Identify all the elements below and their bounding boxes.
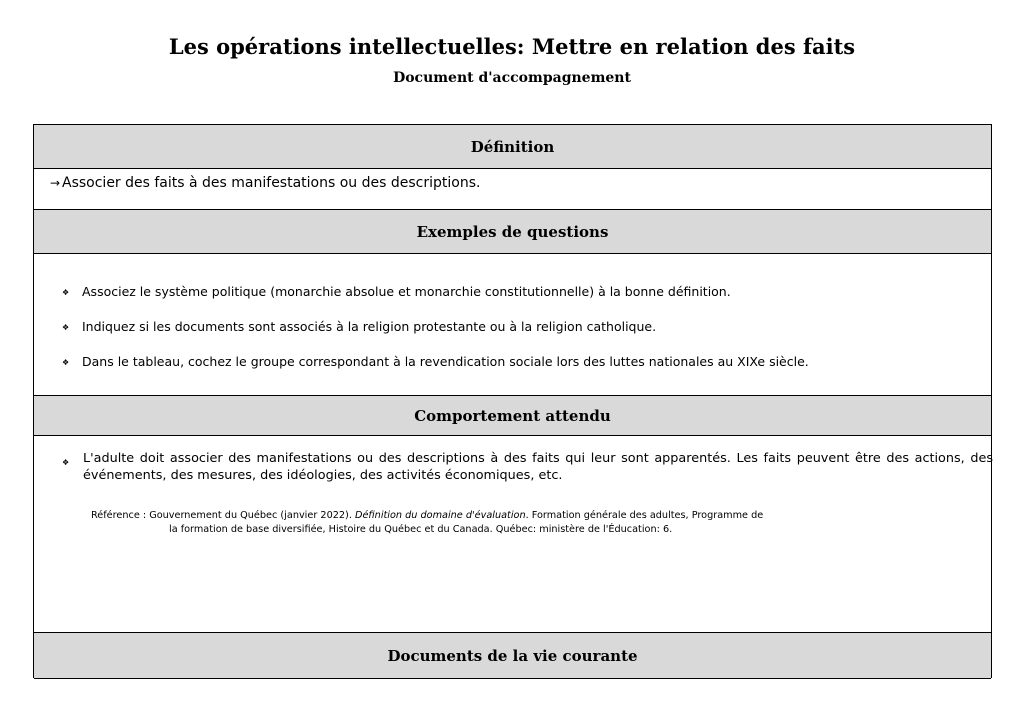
example-text: Indiquez si les documents sont associés à la religion protestante ou à la religion catholique. bbox=[82, 319, 657, 334]
reference-title: Définition du domaine d'évaluation bbox=[355, 510, 526, 521]
definition-text: Associer des faits à des manifestations ou des descriptions. bbox=[62, 175, 481, 191]
section-heading-documents: Documents de la vie courante bbox=[34, 632, 991, 679]
reference-line-2: la formation de base diversifiée, Histoire du Québec et du Canada. Québec: ministère de l'Éducation: 6. bbox=[169, 524, 673, 535]
section-heading-expected: Comportement attendu bbox=[34, 395, 991, 436]
reference-suffix: . Formation générale des adultes, Programme de bbox=[525, 510, 764, 521]
expected-text: L'adulte doit associer des manifestations ou des descriptions à des faits qui leur sont apparentés. Les faits peuvent être des actions, des événements, des mesures, des idéologies, des activités économiques, etc. bbox=[83, 451, 993, 483]
definition-row bbox=[50, 175, 481, 191]
document-table bbox=[33, 124, 992, 678]
reference-prefix: Référence : Gouvernement du Québec (janvier 2022). bbox=[91, 510, 355, 521]
arrow-icon: → bbox=[50, 176, 61, 190]
list-item bbox=[62, 319, 657, 334]
list-item bbox=[62, 284, 731, 299]
reference-note bbox=[91, 509, 931, 537]
diamond-bullet-icon: ❖ bbox=[62, 288, 70, 297]
page-subtitle: Document d'accompagnement bbox=[393, 70, 631, 86]
expected-behavior-text bbox=[62, 450, 993, 484]
diamond-bullet-icon: ❖ bbox=[62, 458, 70, 467]
section-heading-examples: Exemples de questions bbox=[34, 209, 991, 254]
diamond-bullet-icon: ❖ bbox=[62, 358, 70, 367]
list-item bbox=[62, 354, 809, 369]
diamond-bullet-icon: ❖ bbox=[62, 323, 70, 332]
section-heading-definition: Définition bbox=[34, 125, 991, 169]
example-text: Associez le système politique (monarchie absolue et monarchie constitutionnelle) à la bonne définition. bbox=[82, 284, 731, 299]
example-text: Dans le tableau, cochez le groupe correspondant à la revendication sociale lors des luttes nationales au XIXe siècle. bbox=[82, 354, 809, 369]
page-title: Les opérations intellectuelles: Mettre en relation des faits bbox=[168, 34, 856, 59]
